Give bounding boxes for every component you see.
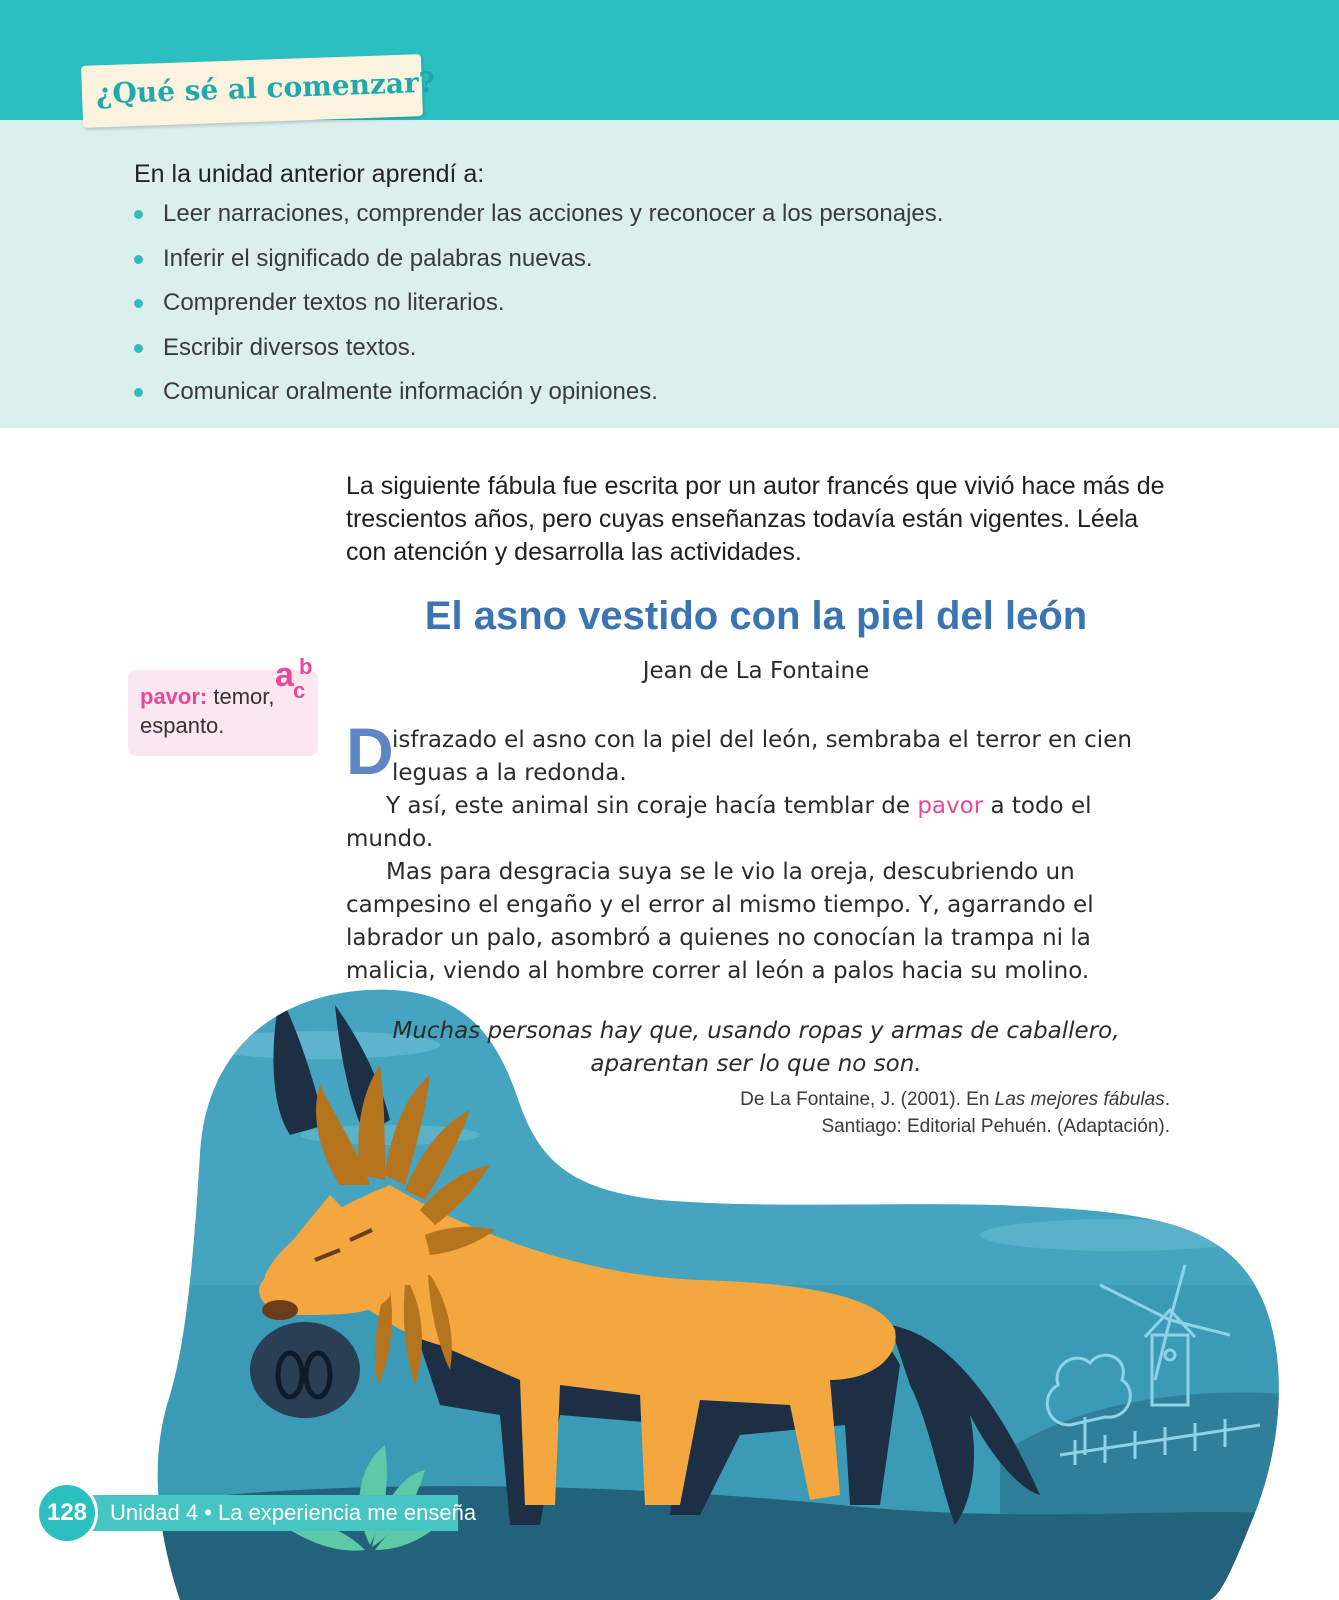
- section-tag-title: ¿Qué sé al comenzar?: [95, 65, 436, 111]
- review-item-text: Inferir el significado de palabras nuevas.: [163, 244, 593, 272]
- bullet-icon: [134, 299, 143, 308]
- citation-book-title: Las mejores fábulas: [994, 1089, 1165, 1110]
- page-number: 128: [46, 1499, 88, 1526]
- svg-text:c: c: [293, 678, 306, 703]
- story-author: Jean de La Fontaine: [642, 658, 870, 684]
- review-item: [134, 245, 943, 290]
- citation-text: De La Fontaine, J. (2001). En: [740, 1089, 995, 1110]
- footer-unit-title: La experiencia me enseña: [218, 1500, 477, 1525]
- story-text: a todo el mundo.: [346, 793, 1092, 852]
- review-heading: En la unidad anterior aprendí a:: [134, 160, 485, 188]
- glossary-highlight: pavor: [917, 793, 984, 819]
- review-item-text: Leer narraciones, comprender las acciones y reconocer a los personajes.: [163, 200, 944, 227]
- svg-text:b: b: [299, 654, 313, 679]
- footer-unit: [110, 1500, 476, 1526]
- citation-text: .: [1164, 1089, 1170, 1110]
- bullet-icon: [134, 210, 143, 219]
- intro-paragraph: La siguiente fábula fue escrita por un autor francés que vivió hace más de trescientos años, pero cuyas enseñanzas todavía están vigentes. Léela con atención y desarrolla las actividades.: [346, 472, 1165, 566]
- drop-cap: D: [346, 714, 394, 788]
- story-paragraph: [346, 714, 1166, 790]
- citation: [700, 1086, 1170, 1140]
- review-item-text: Escribir diversos textos.: [163, 333, 417, 361]
- story-title: El asno vestido con la piel del león: [424, 594, 1088, 638]
- story-text: isfrazado el asno con la piel del león, sembraba el terror en cien leguas a la redonda.: [392, 727, 1132, 786]
- story-moral: [346, 1015, 1166, 1081]
- footer-separator: •: [198, 1500, 219, 1525]
- moral-line: Muchas personas hay que, usando ropas y armas de caballero,: [392, 1018, 1120, 1044]
- bullet-icon: [134, 388, 143, 397]
- footer-unit-label: Unidad 4: [110, 1500, 199, 1525]
- review-item-text: Comunicar oralmente información y opiniones.: [163, 378, 658, 405]
- glossary-definition: temor, espanto.: [140, 684, 275, 738]
- story-paragraph: [346, 790, 1166, 856]
- story-paragraph: Mas para desgracia suya se le vio la oreja, descubriendo un campesino el engaño y el error al mismo tiempo. Y, agarrando el labrador un palo, asombró a quienes no conocían la trampa ni la malicia, viendo al hombre correr al león a palos hacia su molino.: [346, 859, 1094, 984]
- bullet-icon: [134, 344, 143, 353]
- page-number-badge: [36, 1482, 98, 1544]
- abc-icon: [275, 652, 327, 704]
- citation-line: Santiago: Editorial Pehuén. (Adaptación).: [821, 1116, 1170, 1137]
- moral-line: aparentan ser lo que no son.: [590, 1051, 922, 1077]
- review-item: [134, 378, 943, 423]
- section-tag: [81, 54, 436, 128]
- review-item: [134, 200, 943, 245]
- citation-line: [700, 1086, 1170, 1113]
- review-list: [134, 200, 943, 423]
- svg-text:a: a: [275, 656, 294, 694]
- review-item-text: Comprender textos no literarios.: [163, 289, 505, 316]
- review-item: [134, 334, 943, 379]
- bullet-icon: [134, 255, 143, 264]
- glossary-word: pavor:: [140, 684, 208, 709]
- review-item: [134, 289, 943, 334]
- story-body: [346, 714, 1166, 988]
- story-text: Y así, este animal sin coraje hacía temblar de: [386, 793, 918, 819]
